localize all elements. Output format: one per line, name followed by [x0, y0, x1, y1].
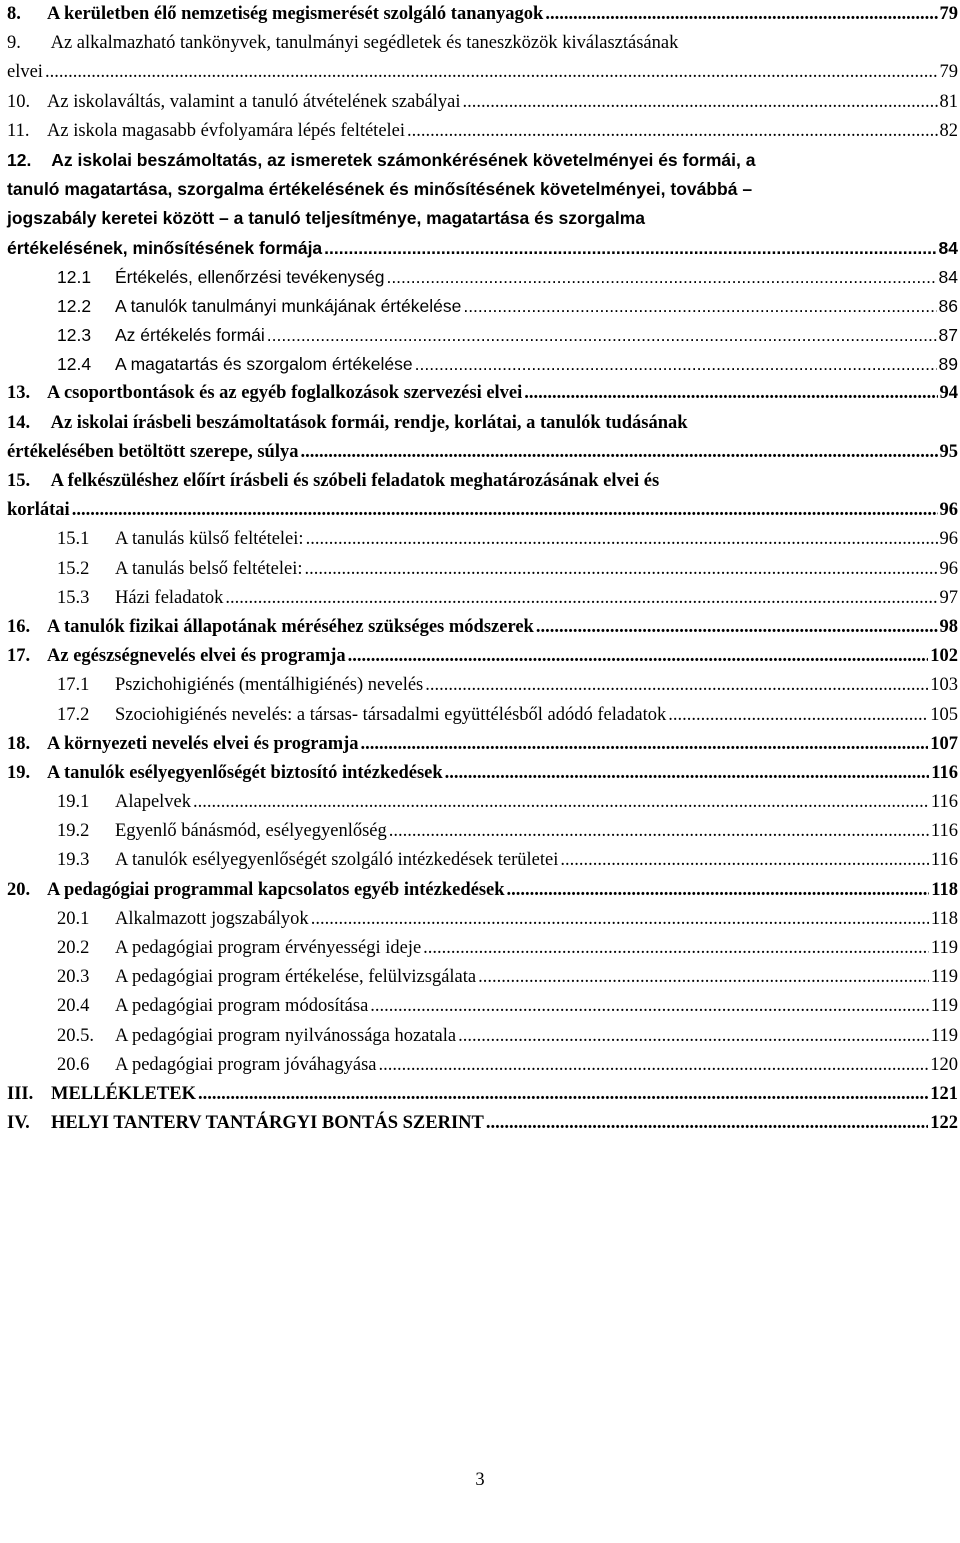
dot-leader	[378, 1051, 928, 1080]
toc-entry-11[interactable]	[7, 117, 960, 146]
toc-entry-iii[interactable]	[7, 1080, 960, 1109]
toc-number: 13.	[7, 383, 31, 404]
toc-number: 20.3	[57, 967, 90, 988]
toc-number: 12.3	[57, 325, 92, 346]
toc-page: 84	[938, 266, 958, 287]
dot-leader	[423, 934, 929, 963]
dot-leader	[311, 905, 929, 934]
dot-leader	[524, 379, 937, 408]
toc-entry-15-1[interactable]	[7, 525, 960, 554]
toc-number: 12.1	[57, 266, 92, 287]
toc-title: A tanulók tanulmányi munkájának értékelése	[115, 295, 462, 316]
dot-leader	[463, 88, 938, 117]
toc-title: Az iskolaváltás, valamint a tanuló átvételének szabályai	[47, 91, 461, 112]
toc-entry-20-2[interactable]	[7, 934, 960, 963]
toc-title-line: A felkészüléshez előírt írásbeli és szóbeli feladatok meghatározásának elvei és	[50, 471, 660, 491]
toc-number: 15.	[7, 471, 31, 491]
toc-number: 20.5.	[57, 1025, 94, 1046]
toc-page: 119	[930, 996, 958, 1017]
toc-entry-20-6[interactable]	[7, 1051, 960, 1080]
toc-number: 17.1	[57, 675, 90, 696]
toc-page: 121	[930, 1083, 958, 1104]
toc-number: 15.1	[57, 529, 90, 550]
toc-title: A magatartás és szorgalom értékelése	[115, 354, 413, 375]
toc-entry-16[interactable]	[7, 613, 960, 642]
toc-entry-13[interactable]	[7, 379, 960, 408]
toc-title: A csoportbontások és az egyéb foglalkozások szervezési elvei	[47, 383, 523, 404]
dot-leader	[458, 1022, 929, 1051]
toc-title: Az iskola magasabb évfolyamára lépés feltételei	[47, 120, 406, 141]
toc-page: 116	[930, 821, 958, 842]
toc-page: 79	[939, 4, 958, 24]
toc-number: 12.2	[57, 295, 92, 316]
toc-entry-17-1[interactable]	[7, 671, 960, 700]
toc-number: 19.	[7, 762, 31, 783]
toc-page: 116	[930, 792, 958, 813]
toc-title: MELLÉKLETEK	[51, 1083, 196, 1104]
toc-number: 12.	[7, 149, 32, 170]
toc-page: 94	[939, 383, 958, 404]
toc-title: A pedagógiai programmal kapcsolatos egyéb intézkedések	[47, 879, 505, 900]
toc-title: Egyenlő bánásmód, esélyegyenlőség	[115, 821, 387, 842]
dot-leader	[225, 584, 937, 613]
dot-leader	[536, 613, 938, 642]
dot-leader	[386, 263, 936, 292]
toc-number: 19.2	[57, 821, 90, 842]
toc-entry-17-2[interactable]	[7, 701, 960, 730]
dot-leader	[348, 642, 929, 671]
toc-entry-14[interactable]	[7, 409, 960, 467]
toc-title: A tanulás belső feltételei:	[115, 558, 303, 579]
dot-leader	[361, 730, 929, 759]
toc-number: 20.2	[57, 938, 90, 958]
toc-number: III.	[7, 1083, 34, 1104]
dot-leader	[445, 759, 930, 788]
toc-number: 11.	[7, 120, 30, 141]
toc-page: 96	[939, 529, 958, 550]
toc-entry-19-2[interactable]	[7, 817, 960, 846]
toc-page: 119	[930, 967, 958, 988]
toc-title: Pszichohigiénés (mentálhigiénés) nevelés	[115, 675, 424, 696]
toc-title-line: értékelésében betöltött szerepe, súlya	[7, 441, 299, 462]
toc-number: 19.1	[57, 792, 90, 813]
toc-entry-20[interactable]	[7, 876, 960, 905]
toc-entry-19-1[interactable]	[7, 788, 960, 817]
toc-entry-20-1[interactable]	[7, 905, 960, 934]
toc-entry-15-2[interactable]	[7, 555, 960, 584]
toc-title: A tanulók esélyegyenlőségét szolgáló intézkedések területei	[115, 850, 559, 871]
toc-number: 17.	[7, 646, 31, 667]
toc-entry-10[interactable]	[7, 88, 960, 117]
dot-leader	[668, 701, 928, 730]
toc-number: 12.4	[57, 354, 92, 375]
toc-entry-18[interactable]	[7, 730, 960, 759]
toc-page: 96	[939, 558, 958, 579]
toc-number: 16.	[7, 616, 31, 637]
toc-title-line: Az iskolai írásbeli beszámoltatások formái, rendje, korlátai, a tanulók tudásának	[50, 412, 688, 433]
toc-page: 120	[930, 1054, 958, 1075]
toc-title: A tanulók esélyegyenlőségét biztosító intézkedések	[47, 762, 443, 783]
toc-number: 18.	[7, 733, 31, 754]
toc-page: 116	[930, 850, 958, 871]
toc-entry-12-1[interactable]	[7, 263, 960, 292]
toc-title: Szociohigiénés nevelés: a társas- társadalmi együttélésből adódó feladatok	[115, 704, 667, 725]
toc-page: 86	[938, 295, 958, 316]
dot-leader	[370, 992, 929, 1021]
toc-title-line: tanuló magatartása, szorgalma értékelésének és minősítésének követelményei, továbbá –	[7, 179, 753, 200]
toc-entry-20-3[interactable]	[7, 963, 960, 992]
toc-entry-15[interactable]	[7, 467, 960, 525]
dot-leader	[560, 846, 929, 875]
toc-page: 119	[930, 938, 958, 958]
toc-entry-15-3[interactable]	[7, 584, 960, 613]
dot-leader	[45, 58, 938, 87]
toc-number: 15.3	[57, 587, 90, 608]
dot-leader	[463, 292, 936, 321]
toc-page: 95	[939, 441, 958, 462]
toc-title-line: korlátai	[7, 500, 70, 521]
toc-entry-20-5[interactable]	[7, 1022, 960, 1051]
toc-entry-12-4[interactable]	[7, 350, 960, 379]
toc-entry-12-3[interactable]	[7, 321, 960, 350]
dot-leader	[507, 876, 930, 905]
toc-title: Értékelés, ellenőrzési tevékenység	[115, 266, 385, 287]
toc-entry-iv[interactable]	[7, 1109, 960, 1138]
toc-number: IV.	[7, 1113, 30, 1134]
toc-entry-19-3[interactable]	[7, 846, 960, 875]
toc-title-line: értékelésének, minősítésének formája	[7, 237, 323, 258]
toc-page: 105	[930, 704, 958, 725]
toc-page: 116	[931, 762, 958, 783]
toc-entry-8[interactable]	[7, 0, 960, 29]
table-of-contents	[7, 0, 960, 1138]
toc-entry-20-4[interactable]	[7, 992, 960, 1021]
toc-page: 122	[930, 1113, 958, 1134]
toc-number: 10.	[7, 91, 31, 112]
dot-leader	[486, 1109, 928, 1138]
dot-leader	[425, 671, 928, 700]
dot-leader	[389, 817, 929, 846]
toc-number: 20.6	[57, 1054, 90, 1075]
toc-page: 119	[930, 1025, 958, 1046]
toc-page: 87	[938, 325, 958, 346]
toc-number: 20.	[7, 879, 31, 900]
toc-page: 103	[930, 675, 958, 696]
toc-title: A tanulás külső feltételei:	[115, 529, 304, 550]
toc-page: 82	[939, 120, 958, 141]
toc-title: Házi feladatok	[115, 587, 224, 608]
dot-leader	[300, 438, 937, 467]
toc-title: HELYI TANTERV TANTÁRGYI BONTÁS SZERINT	[51, 1113, 484, 1134]
toc-page: 97	[939, 587, 958, 608]
toc-number: 19.3	[57, 850, 90, 871]
toc-title: A pedagógiai program nyilvánossága hozatala	[115, 1025, 457, 1046]
toc-title: Az egészségnevelés elvei és programja	[47, 646, 346, 667]
toc-page: 79	[939, 62, 958, 83]
toc-title: A pedagógiai program jóváhagyása	[115, 1054, 377, 1075]
toc-title-line: jogszabály keretei között – a tanuló teljesítménye, magatartása és szorgalma	[7, 208, 646, 229]
dot-leader	[72, 496, 938, 525]
toc-page: 96	[939, 500, 958, 521]
toc-entry-9[interactable]	[7, 29, 960, 87]
toc-number: 17.2	[57, 704, 90, 725]
toc-title-line: elvei	[7, 62, 43, 83]
toc-entry-17[interactable]	[7, 642, 960, 671]
toc-page: 89	[938, 354, 958, 375]
dot-leader	[198, 1080, 928, 1109]
toc-number: 20.1	[57, 908, 90, 929]
dot-leader	[305, 555, 938, 584]
toc-page: 118	[930, 908, 958, 929]
toc-page: 84	[938, 237, 958, 258]
dot-leader	[193, 788, 929, 817]
toc-page: 102	[930, 646, 958, 667]
toc-title: Alapelvek	[115, 792, 192, 813]
toc-entry-12[interactable]	[7, 146, 960, 263]
toc-number: 20.4	[57, 996, 90, 1017]
dot-leader	[478, 963, 929, 992]
toc-number: 14.	[7, 412, 31, 433]
toc-title: A pedagógiai program érvényességi ideje	[115, 938, 422, 958]
toc-page: 98	[939, 616, 958, 637]
toc-title: A kerületben élő nemzetiség megismerését szolgáló tananyagok	[47, 4, 544, 24]
dot-leader	[324, 234, 936, 263]
toc-entry-12-2[interactable]	[7, 292, 960, 321]
toc-title: A környezeti nevelés elvei és programja	[47, 733, 359, 754]
toc-title: Alkalmazott jogszabályok	[115, 908, 309, 929]
toc-title: A pedagógiai program értékelése, felülvizsgálata	[115, 967, 477, 988]
dot-leader	[407, 117, 937, 146]
toc-title-line: Az iskolai beszámoltatás, az ismeretek számonkérésének követelményei és formái, a	[51, 149, 756, 170]
dot-leader	[545, 0, 937, 29]
toc-title: A pedagógiai program módosítása	[115, 996, 369, 1017]
toc-page: 81	[939, 91, 958, 112]
dot-leader	[415, 350, 937, 379]
toc-number: 9.	[7, 33, 21, 54]
dot-leader	[267, 321, 937, 350]
toc-page: 118	[931, 879, 958, 900]
toc-entry-19[interactable]	[7, 759, 960, 788]
page-number: 3	[475, 1470, 485, 1490]
toc-number: 15.2	[57, 558, 90, 579]
toc-title: Az értékelés formái	[115, 325, 265, 346]
toc-title: A tanulók fizikai állapotának méréséhez szükséges módszerek	[47, 616, 534, 637]
toc-number: 8.	[7, 4, 21, 24]
toc-page: 107	[930, 733, 958, 754]
dot-leader	[306, 525, 938, 554]
toc-title-line: Az alkalmazható tankönyvek, tanulmányi segédletek és taneszközök kiválasztásának	[50, 33, 679, 54]
